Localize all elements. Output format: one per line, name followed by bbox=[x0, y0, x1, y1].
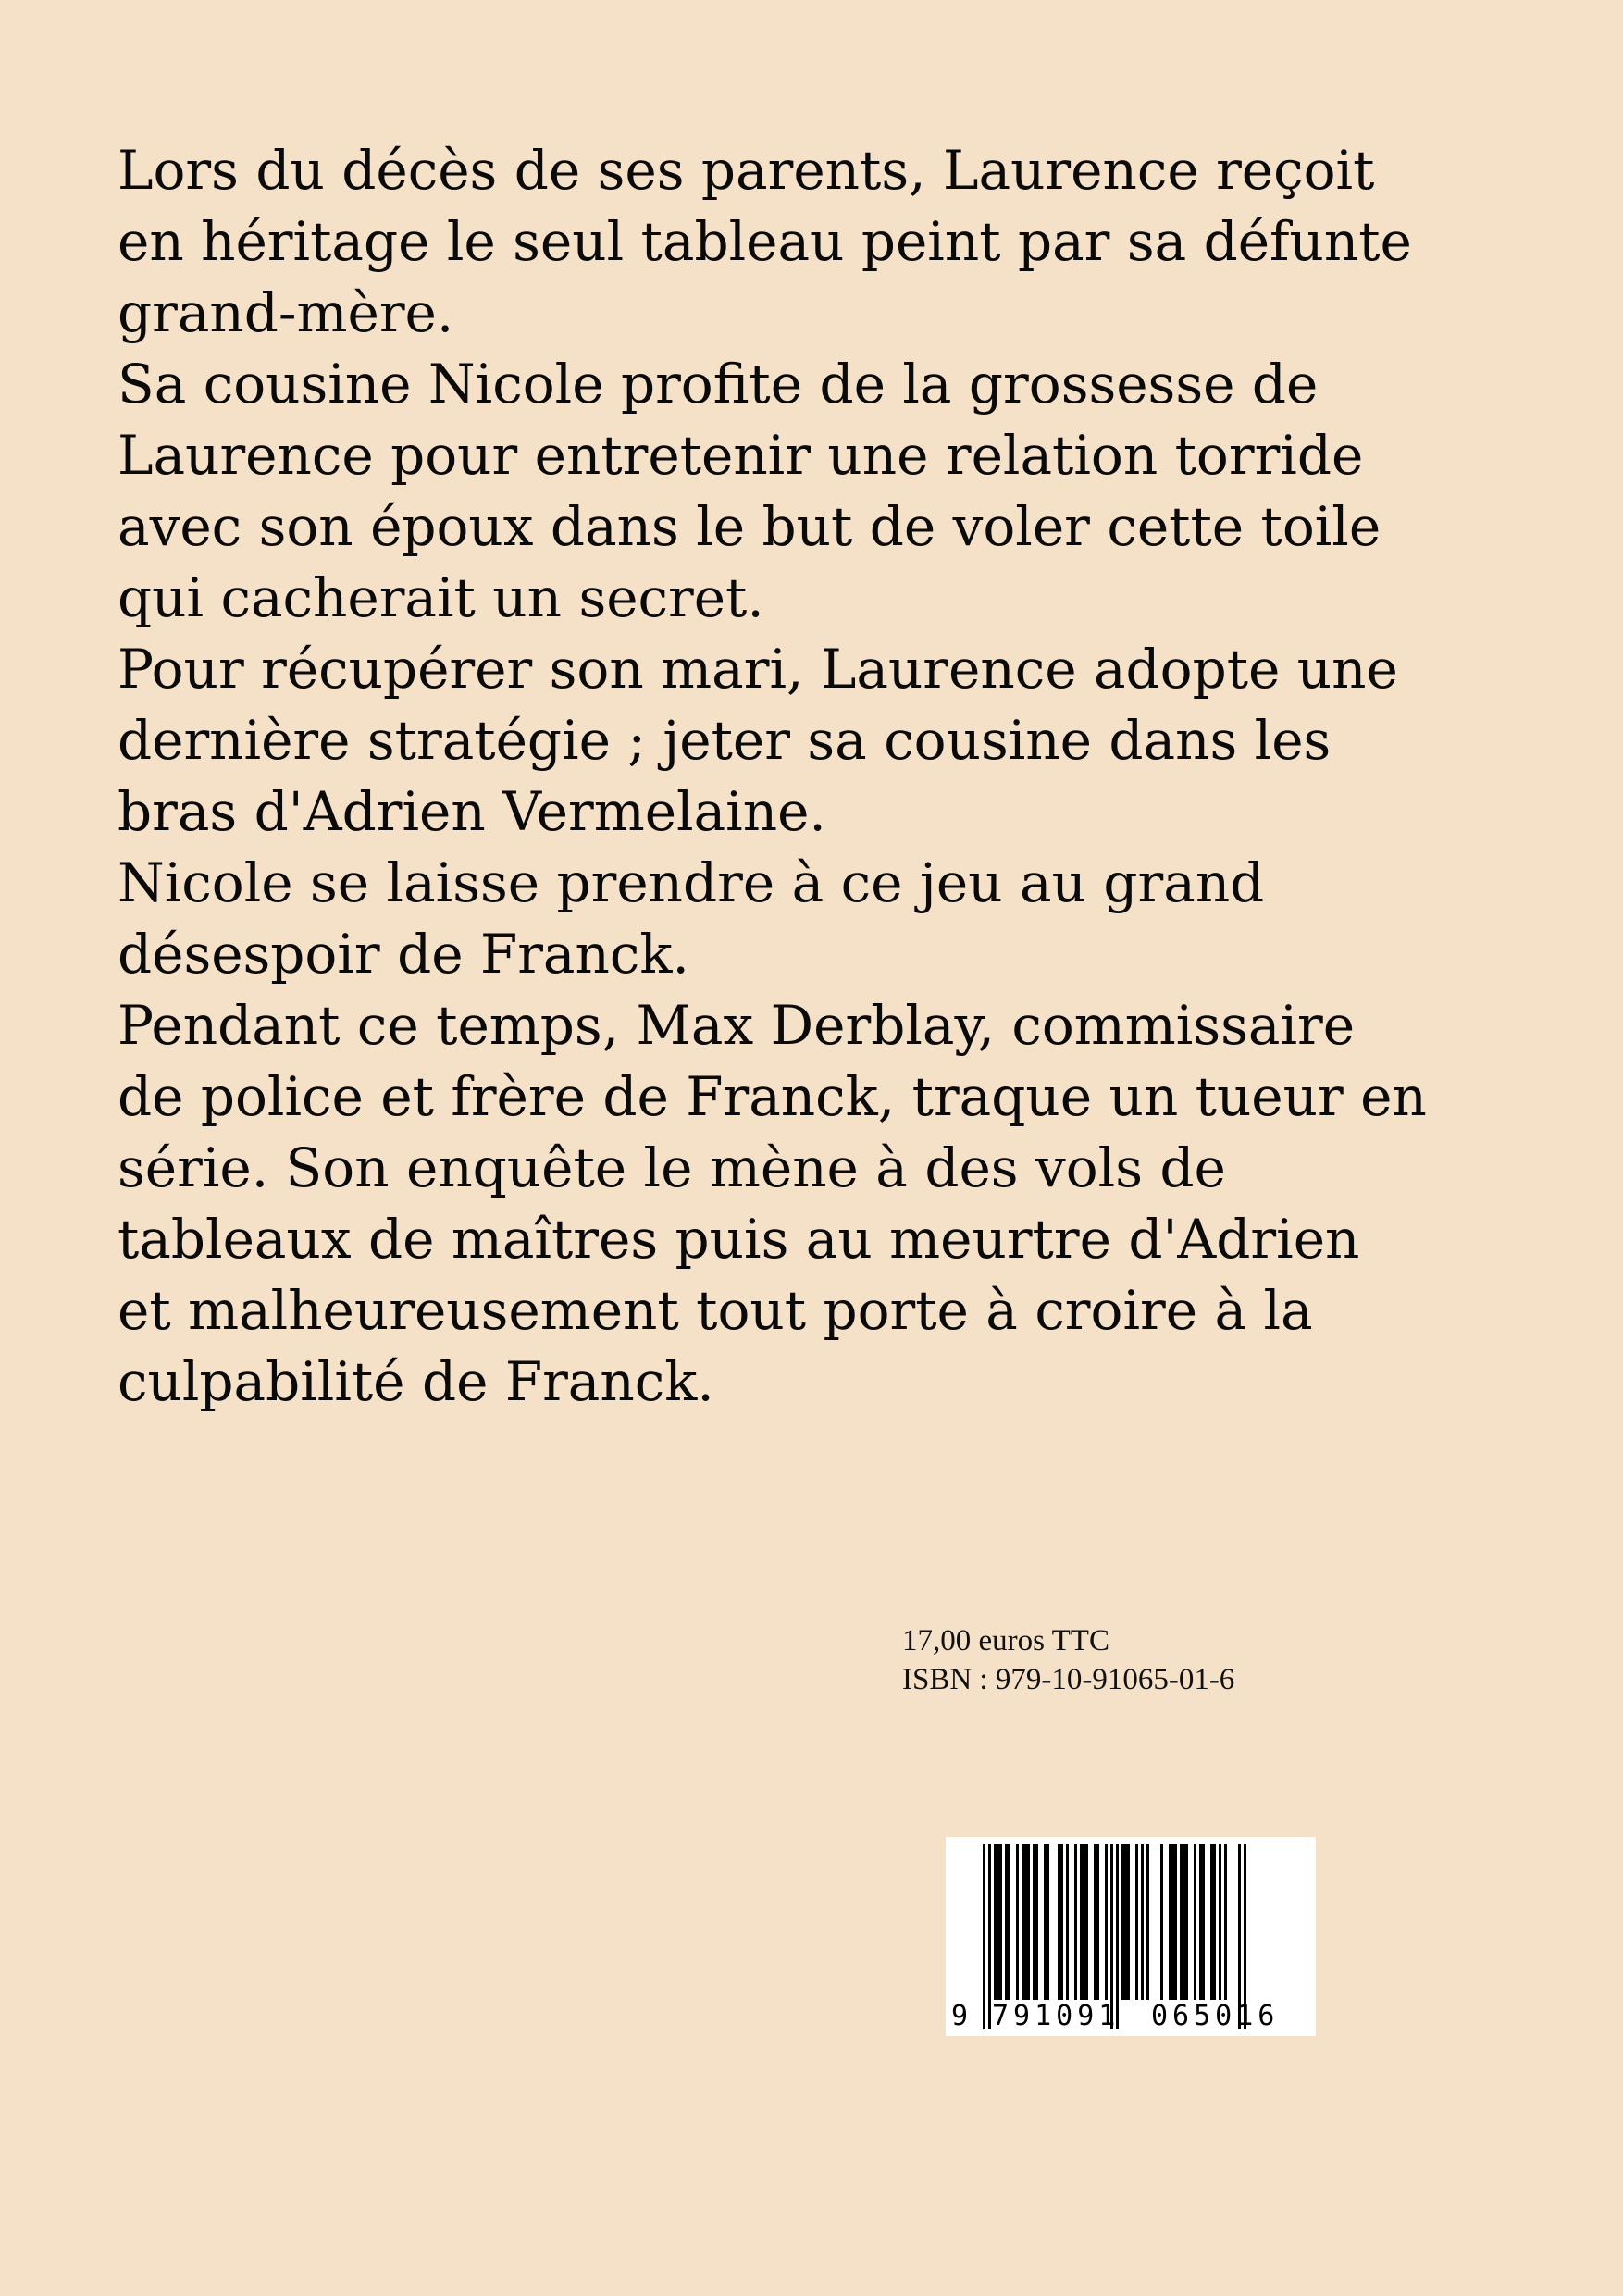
barcode-bar bbox=[1044, 1844, 1047, 2000]
barcode-lead-digit: 9 bbox=[951, 2000, 969, 2032]
blurb-line: Nicole se laisse prendre à ce jeu au grand bbox=[118, 851, 1265, 914]
blurb-line: avec son époux dans le but de voler cette toile bbox=[118, 495, 1381, 558]
barcode-bar bbox=[1074, 1844, 1077, 2000]
barcode-bar bbox=[1135, 1844, 1138, 2000]
barcode-bar bbox=[1035, 1844, 1038, 2000]
barcode-bar bbox=[1085, 1844, 1088, 2000]
barcode-bar bbox=[1141, 1844, 1144, 2000]
barcode-bar bbox=[1008, 1844, 1010, 2000]
barcode-left-digits: 791091 bbox=[992, 2000, 1121, 2032]
barcode-bar bbox=[1060, 1844, 1063, 2000]
barcode bbox=[946, 1837, 1316, 2036]
blurb-line: qui cacherait un secret. bbox=[118, 566, 764, 629]
barcode-bar bbox=[1199, 1844, 1202, 2000]
barcode-bar bbox=[999, 1844, 1002, 2000]
barcode-bar bbox=[1022, 1844, 1024, 2000]
barcode-bar bbox=[1096, 1844, 1099, 2000]
blurb-line: en héritage le seul tableau peint par sa défunte bbox=[118, 210, 1412, 273]
barcode-bar bbox=[1105, 1844, 1108, 2000]
barcode-bar bbox=[1213, 1844, 1216, 2000]
barcode-bar bbox=[1124, 1844, 1127, 2000]
barcode-bar bbox=[1185, 1844, 1188, 2000]
blurb-line: Sa cousine Nicole profite de la grossesse de bbox=[118, 353, 1319, 416]
blurb-line: Pendant ce temps, Max Derblay, commissaire bbox=[118, 994, 1356, 1057]
barcode-bar bbox=[1027, 1844, 1030, 2000]
barcode-bar bbox=[1210, 1844, 1213, 2000]
barcode-bar bbox=[1146, 1844, 1149, 2000]
blurb-line: Lors du décès de ses parents, Laurence reçoit bbox=[118, 139, 1375, 202]
barcode-bar bbox=[1005, 1844, 1008, 2000]
barcode-bar bbox=[994, 1844, 997, 2000]
barcode-bar bbox=[1194, 1844, 1196, 2000]
blurb-line: bras d'Adrien Vermelaine. bbox=[118, 780, 826, 843]
barcode-bar bbox=[1016, 1844, 1019, 2000]
back-cover-blurb bbox=[118, 135, 1524, 1418]
blurb-line: et malheureusement tout porte à croire à la bbox=[118, 1279, 1313, 1342]
barcode-bar bbox=[1169, 1844, 1171, 2000]
blurb-line: grand-mère. bbox=[118, 281, 454, 344]
barcode-bar bbox=[1083, 1844, 1085, 2000]
barcode-bar bbox=[1094, 1844, 1096, 2000]
barcode-bar bbox=[1033, 1844, 1035, 2000]
barcode-digits bbox=[946, 2002, 1316, 2031]
barcode-bar bbox=[1202, 1844, 1205, 2000]
isbn-text: ISBN : 979-10-91065-01-6 bbox=[902, 1663, 1235, 1696]
barcode-bar bbox=[1066, 1844, 1069, 2000]
barcode-bar bbox=[1047, 1844, 1049, 2000]
blurb-line: dernière stratégie ; jeter sa cousine dans les bbox=[118, 709, 1332, 772]
barcode-bar bbox=[1058, 1844, 1060, 2000]
barcode-bar bbox=[1080, 1844, 1083, 2000]
barcode-bar bbox=[1174, 1844, 1177, 2000]
blurb-line: de police et frère de Franck, traque un tueur en bbox=[118, 1065, 1427, 1128]
price-text: 17,00 euros TTC bbox=[902, 1624, 1109, 1657]
price-isbn-block bbox=[902, 1621, 1234, 1699]
blurb-line: désespoir de Franck. bbox=[118, 923, 689, 986]
blurb-line: culpabilité de Franck. bbox=[118, 1350, 714, 1413]
blurb-line: Laurence pour entretenir une relation torride bbox=[118, 424, 1364, 487]
barcode-bar bbox=[1127, 1844, 1130, 2000]
barcode-bar bbox=[1219, 1844, 1221, 2000]
blurb-line: série. Son enquête le mène à des vols de bbox=[118, 1136, 1226, 1199]
barcode-bar bbox=[1160, 1844, 1163, 2000]
barcode-bar bbox=[1171, 1844, 1174, 2000]
barcode-bar bbox=[1224, 1844, 1227, 2000]
barcode-bar bbox=[1180, 1844, 1183, 2000]
barcode-bar bbox=[1024, 1844, 1027, 2000]
blurb-line: tableaux de maîtres puis au meurtre d'Adrien bbox=[118, 1208, 1360, 1271]
blurb-line: Pour récupérer son mari, Laurence adopte une bbox=[118, 638, 1398, 701]
barcode-bar bbox=[1183, 1844, 1185, 2000]
barcode-bar bbox=[1121, 1844, 1124, 2000]
barcode-bar bbox=[997, 1844, 999, 2000]
barcode-right-digits: 065016 bbox=[1151, 2000, 1280, 2032]
